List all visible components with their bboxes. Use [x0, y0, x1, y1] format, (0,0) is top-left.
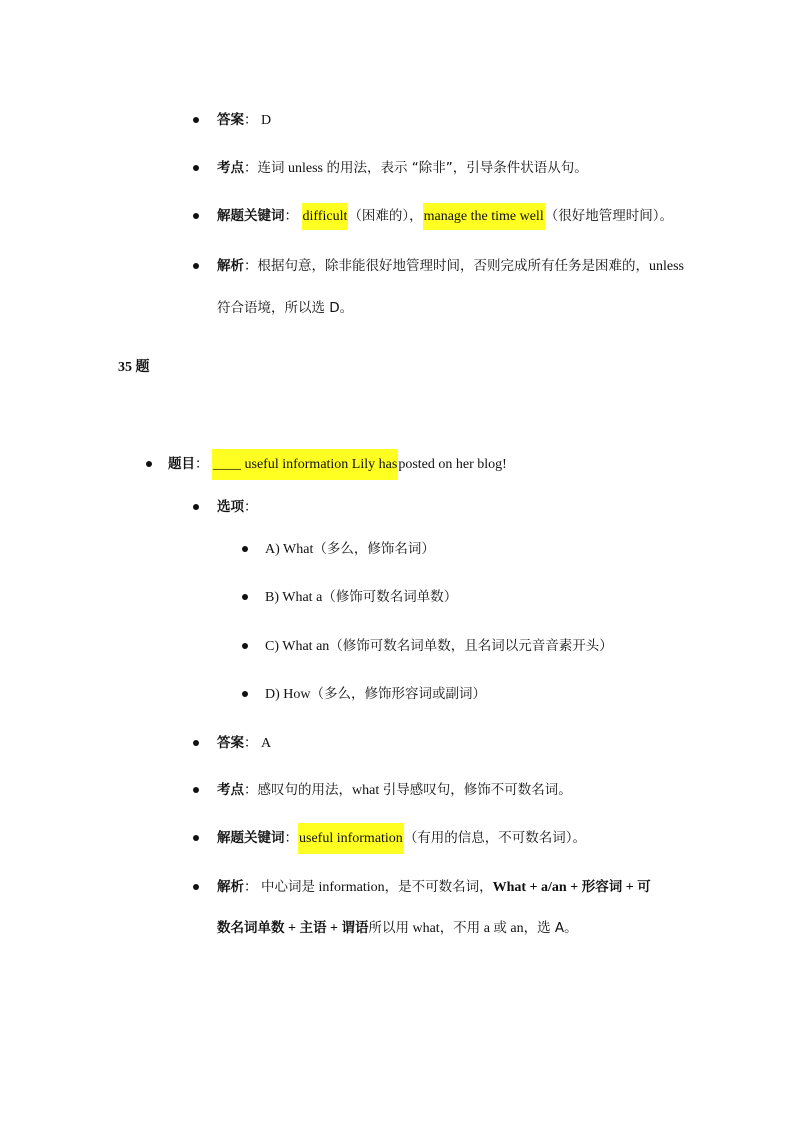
analysis-label: 解析 — [217, 258, 244, 274]
keywords-line: 解题关键词： difficult（困难的），manage the time well（很好地管理时间）。 — [217, 205, 673, 228]
answer-value: D — [261, 113, 272, 128]
keyword-highlight: useful information — [298, 823, 404, 854]
bullet — [193, 835, 199, 841]
keyword-highlight: difficult — [302, 203, 349, 230]
option-item: A) What（多么，修饰名词） — [265, 541, 435, 557]
bullet — [242, 691, 248, 697]
bullet — [193, 504, 199, 510]
question-label: 题目 — [168, 456, 195, 472]
analysis-line-1: 解析： 中心词是 information，是不可数名词，What + a/an + 形容词 + 可 — [217, 879, 651, 895]
analysis-line-2: 符合语境，所以选 D。 — [217, 300, 354, 316]
keywords-line: 解题关键词：useful information（有用的信息，不可数名词）。 — [217, 827, 586, 850]
analysis-line-2: 数名词单数 + 主语 + 谓语所以用 what，不用 a 或 an，选 A。 — [217, 920, 578, 936]
answer-label: 答案 — [217, 112, 244, 128]
bullet — [193, 787, 199, 793]
bullet — [242, 594, 248, 600]
bullet — [193, 263, 199, 269]
question-line: 题目： ____ useful information Lily hasposted on her blog! — [168, 453, 507, 476]
options-label: 选项 — [217, 499, 244, 515]
point-line: 考点：感叹句的用法，what 引导感叹句，修饰不可数名词。 — [217, 782, 572, 798]
question-highlight: ____ useful information Lily has — [212, 449, 398, 480]
analysis-label: 解析 — [217, 879, 244, 895]
option-item: D) How（多么，修饰形容词或副词） — [265, 686, 486, 702]
question-heading: 35 题 — [118, 360, 150, 375]
option-item: B) What a（修饰可数名词单数） — [265, 589, 458, 605]
point-label: 考点 — [217, 160, 244, 176]
options-line: 选项： — [217, 499, 258, 515]
bullet — [193, 165, 199, 171]
answer-value: A — [261, 736, 272, 751]
point-line: 考点：连词 unless 的用法，表示 “除非”，引导条件状语从句。 — [217, 160, 588, 176]
answer-line: 答案： A — [217, 735, 272, 751]
bullet — [242, 643, 248, 649]
answer-label: 答案 — [217, 735, 244, 751]
keywords-label: 解题关键词 — [217, 208, 285, 224]
bullet — [193, 117, 199, 123]
keyword-highlight: manage the time well — [423, 203, 545, 230]
bullet — [193, 213, 199, 219]
bullet — [242, 546, 248, 552]
keywords-label: 解题关键词 — [217, 830, 285, 846]
bullet — [146, 461, 152, 467]
option-item: C) What an（修饰可数名词单数，且名词以元音音素开头） — [265, 638, 613, 654]
bullet — [193, 740, 199, 746]
analysis-line-1: 解析：根据句意，除非能很好地管理时间，否则完成所有任务是困难的，unless — [217, 258, 684, 274]
bullet — [193, 884, 199, 890]
point-label: 考点 — [217, 782, 244, 798]
answer-line: 答案： D — [217, 112, 272, 128]
